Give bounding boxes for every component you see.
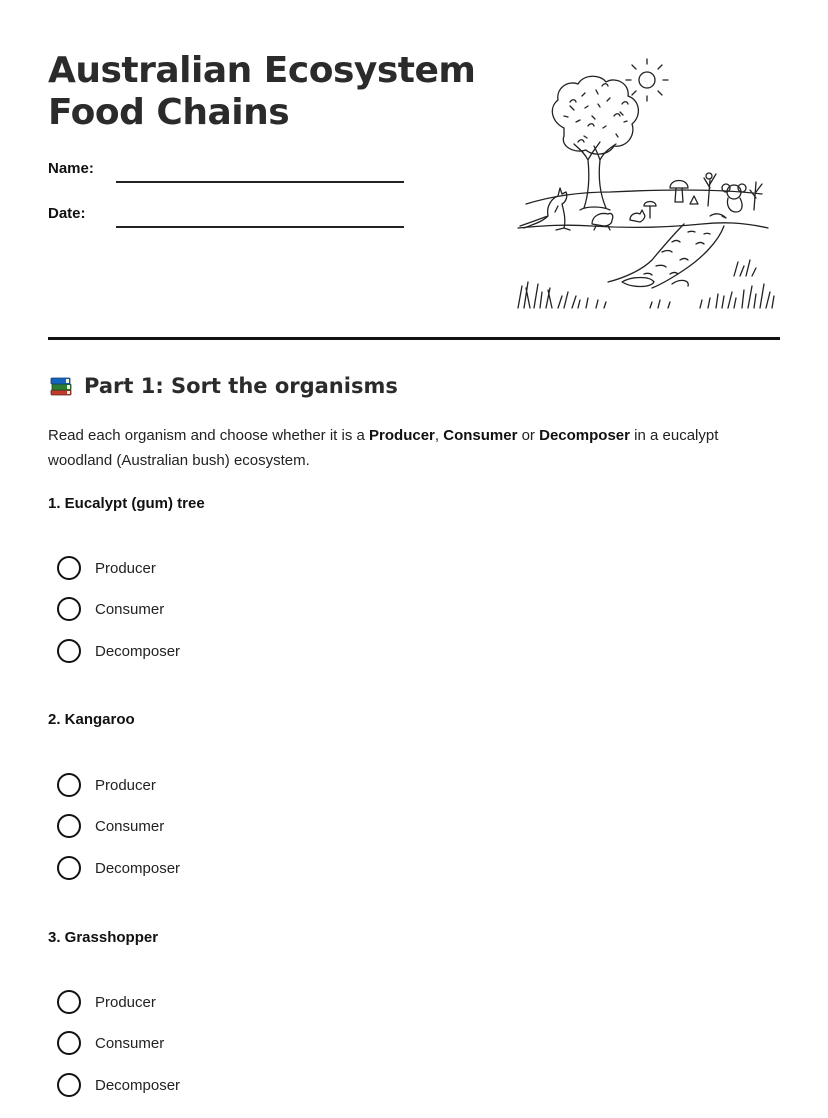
fish-icon xyxy=(710,214,726,218)
question-2-label: 2. Kangaroo xyxy=(48,711,135,728)
gum-tree-icon xyxy=(552,76,638,210)
name-label: Name: xyxy=(48,160,94,177)
q1-option-producer[interactable] xyxy=(57,555,156,581)
koala-icon xyxy=(722,182,762,212)
q3-option-producer[interactable] xyxy=(57,989,156,1015)
books-icon xyxy=(48,373,74,399)
producer-term: Producer xyxy=(369,427,435,444)
date-field[interactable] xyxy=(116,226,404,228)
radio-button[interactable] xyxy=(57,856,81,880)
option-label: Decomposer xyxy=(95,859,181,877)
radio-button[interactable] xyxy=(57,814,81,838)
part1-instructions: Read each organism and choose whether it is a Producer, Consumer or Decomposer in a eucalypt woodland (Australian bush) ecosystem. xyxy=(48,427,719,469)
decomposer-term: Decomposer xyxy=(539,427,630,444)
q2-option-consumer[interactable] xyxy=(57,813,164,839)
radio-button[interactable] xyxy=(57,597,81,621)
header-divider xyxy=(48,337,780,340)
grass-icon xyxy=(518,260,774,308)
part1-heading xyxy=(48,373,398,399)
option-label: Decomposer xyxy=(95,642,181,660)
small-marsupial-icon xyxy=(630,210,645,222)
radio-button[interactable] xyxy=(57,556,81,580)
radio-button[interactable] xyxy=(57,990,81,1014)
date-label: Date: xyxy=(48,205,86,222)
q1-option-decomposer[interactable] xyxy=(57,638,180,664)
option-label: Producer xyxy=(95,776,156,794)
option-label: Consumer xyxy=(95,1034,165,1052)
radio-button[interactable] xyxy=(57,639,81,663)
plant-icon xyxy=(704,173,716,206)
question-1-label: 1. Eucalypt (gum) tree xyxy=(48,495,205,512)
option-label: Producer xyxy=(95,559,156,577)
title-line-1: Australian Ecosystem xyxy=(48,50,476,91)
consumer-term: Consumer xyxy=(443,427,518,444)
q2-option-producer[interactable] xyxy=(57,772,156,798)
q3-option-decomposer[interactable] xyxy=(57,1072,180,1098)
mushroom-icon xyxy=(644,181,688,219)
radio-button[interactable] xyxy=(57,773,81,797)
question-3-label: 3. Grasshopper xyxy=(48,929,159,946)
q2-option-decomposer[interactable] xyxy=(57,855,180,881)
sun-icon xyxy=(626,59,668,101)
kangaroo-icon xyxy=(520,188,570,230)
option-label: Consumer xyxy=(95,817,165,835)
option-label: Producer xyxy=(95,993,156,1011)
worksheet-title xyxy=(48,50,475,134)
q1-option-consumer[interactable] xyxy=(57,596,164,622)
bush-scene-illustration xyxy=(512,56,780,316)
radio-button[interactable] xyxy=(57,1073,81,1097)
option-label: Consumer xyxy=(95,600,165,618)
name-field[interactable] xyxy=(116,181,404,183)
radio-button[interactable] xyxy=(57,1031,81,1055)
option-label: Decomposer xyxy=(95,1076,181,1094)
part1-heading-text: Part 1: Sort the organisms xyxy=(84,374,398,398)
title-line-2: Food Chains xyxy=(48,92,290,133)
q3-option-consumer[interactable] xyxy=(57,1030,164,1056)
